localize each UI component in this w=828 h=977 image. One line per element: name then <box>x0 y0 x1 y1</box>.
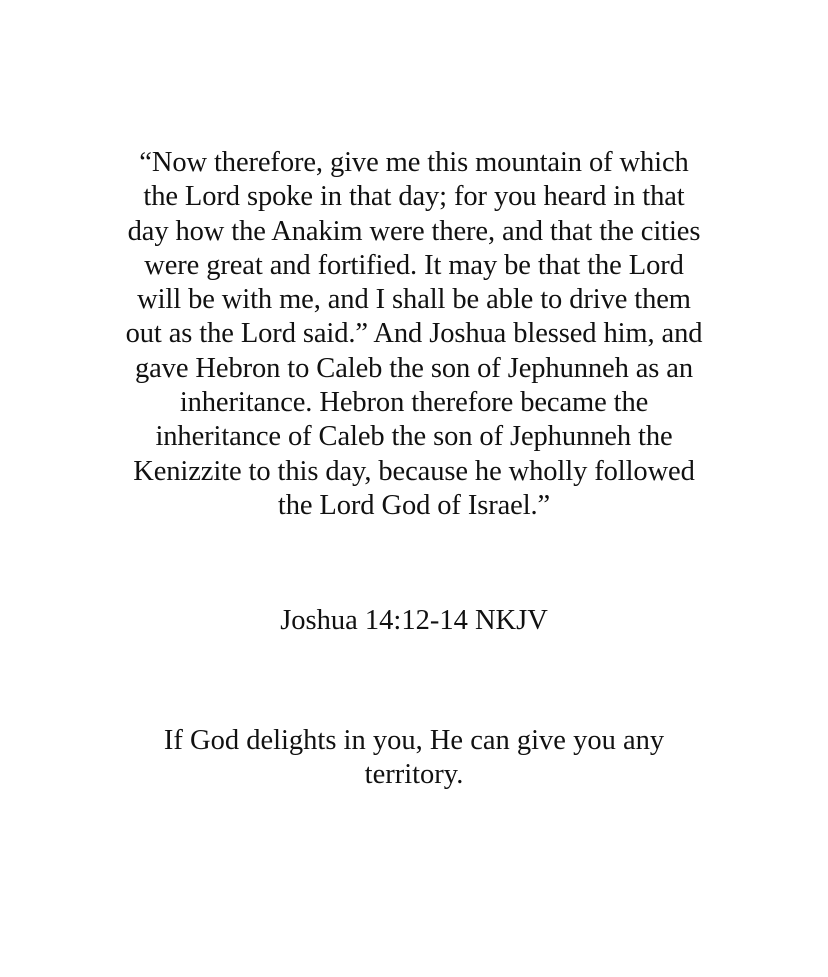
quote-line: will be with me, and I shall be able to drive them <box>137 284 691 316</box>
quote-line: day how the Anakim were there, and that the cities <box>127 215 701 247</box>
quote-line: the Lord spoke in that day; for you heard in that <box>143 181 685 213</box>
scripture-reference: Joshua 14:12-14 NKJV <box>280 605 548 636</box>
quote-line: “Now therefore, give me this mountain of which <box>139 147 689 178</box>
quote-line: the Lord God of Israel.” <box>277 489 551 521</box>
reflection-text <box>40 724 788 793</box>
reflection-line: territory. <box>364 759 464 791</box>
reflection-line: If God delights in you, He can give you any <box>163 725 665 756</box>
scripture-quote <box>40 146 788 523</box>
quote-line: Kenizzite to this day, because he wholly followed <box>133 455 695 487</box>
quote-line: out as the Lord said.” And Joshua blessed him, and <box>125 318 703 350</box>
quote-line: were great and fortified. It may be that the Lord <box>144 249 684 281</box>
quote-line: inheritance. Hebron therefore became the <box>179 387 649 419</box>
quote-line: inheritance of Caleb the son of Jephunneh the <box>155 421 673 453</box>
quote-line: gave Hebron to Caleb the son of Jephunneh as an <box>134 352 694 384</box>
